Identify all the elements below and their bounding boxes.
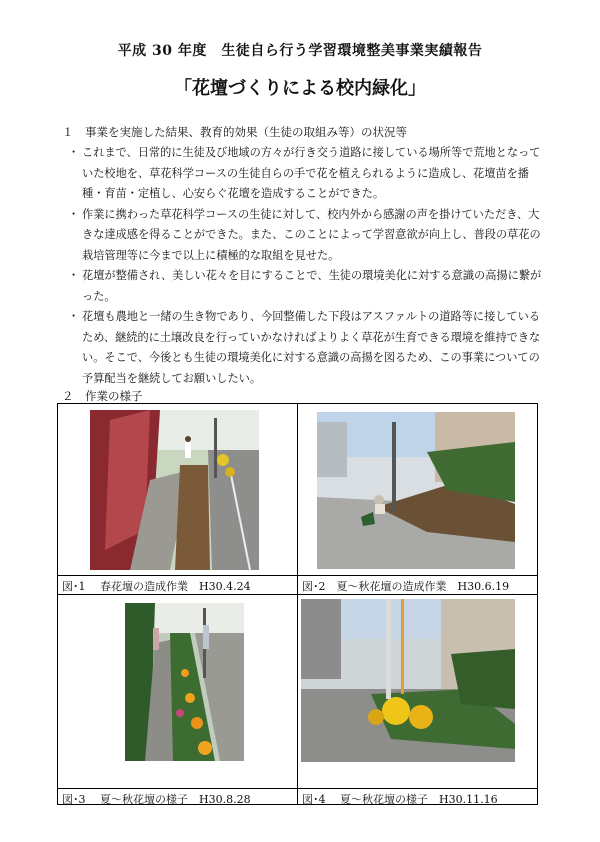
- photo-caption: 図･2 夏～秋花壇の造成作業 H30.6.19: [302, 580, 510, 593]
- report-title: 平成 30 年度 生徒自ら行う学習環境整美事業実績報告: [117, 43, 483, 59]
- photo-caption: 図･1 春花壇の造成作業 H30.4.24: [62, 580, 251, 593]
- bullet-item: ・ 作業に携わった草花科学コースの生徒に対して、校内外から感謝の声を掛けていただき、大きな達成感を得ることができた。また、このことによって学習意欲が向上し、普段の草花の栽培管理等に今まで以上に積極的な取組を見せた。: [68, 205, 546, 267]
- grid-divider-vertical: [297, 404, 298, 804]
- report-subtitle: 「花壇づくりによる校内緑化」: [174, 78, 426, 99]
- bullet-item: ・ 花壇も農地と一緒の生き物であり、今回整備した下段はアスファルトの道路等に接しているため、継続的に土壌改良を行っていかなければよりよく草花が生育できる環境を維持できない。そこで、今後とも生徒の環境美化に対する意識の高揚を図るため、この事業についての予算配当を継続してお願いしたい。: [68, 307, 546, 389]
- photo-spring-bed-construction: [90, 410, 259, 570]
- section1-bullet-list: [68, 143, 546, 389]
- photo-autumn-bed-view: [301, 599, 515, 762]
- photo-caption: 図･3 夏～秋花壇の様子 H30.8.28: [62, 793, 251, 806]
- bullet-item: ・ 花壇が整備され、美しい花々を目にすることで、生徒の環境美化に対する意識の高揚に繋がった。: [68, 266, 546, 307]
- bullet-item: ・ これまで、日常的に生徒及び地域の方々が行き交う道路に接している場所等で荒地となっていた校地を、草花科学コースの生徒自らの手で花を植えられるように造成し、花壇苗を播種・育苗・定植し、心安らぐ花壇を造成することができた。: [68, 143, 546, 205]
- section2-heading: ２ 作業の様子: [62, 389, 143, 403]
- photo-caption: 図･4 夏～秋花壇の様子 H30.11.16: [302, 793, 498, 806]
- grid-divider: [58, 594, 537, 595]
- grid-divider: [58, 788, 537, 789]
- photo-summer-bed-construction: [317, 412, 515, 569]
- section1-heading: １ 事業を実施した結果、教育的効果（生徒の取組み等）の状況等: [62, 125, 407, 139]
- photo-grid: [57, 403, 538, 805]
- grid-divider: [58, 575, 537, 576]
- photo-summer-bed-view: [125, 603, 244, 761]
